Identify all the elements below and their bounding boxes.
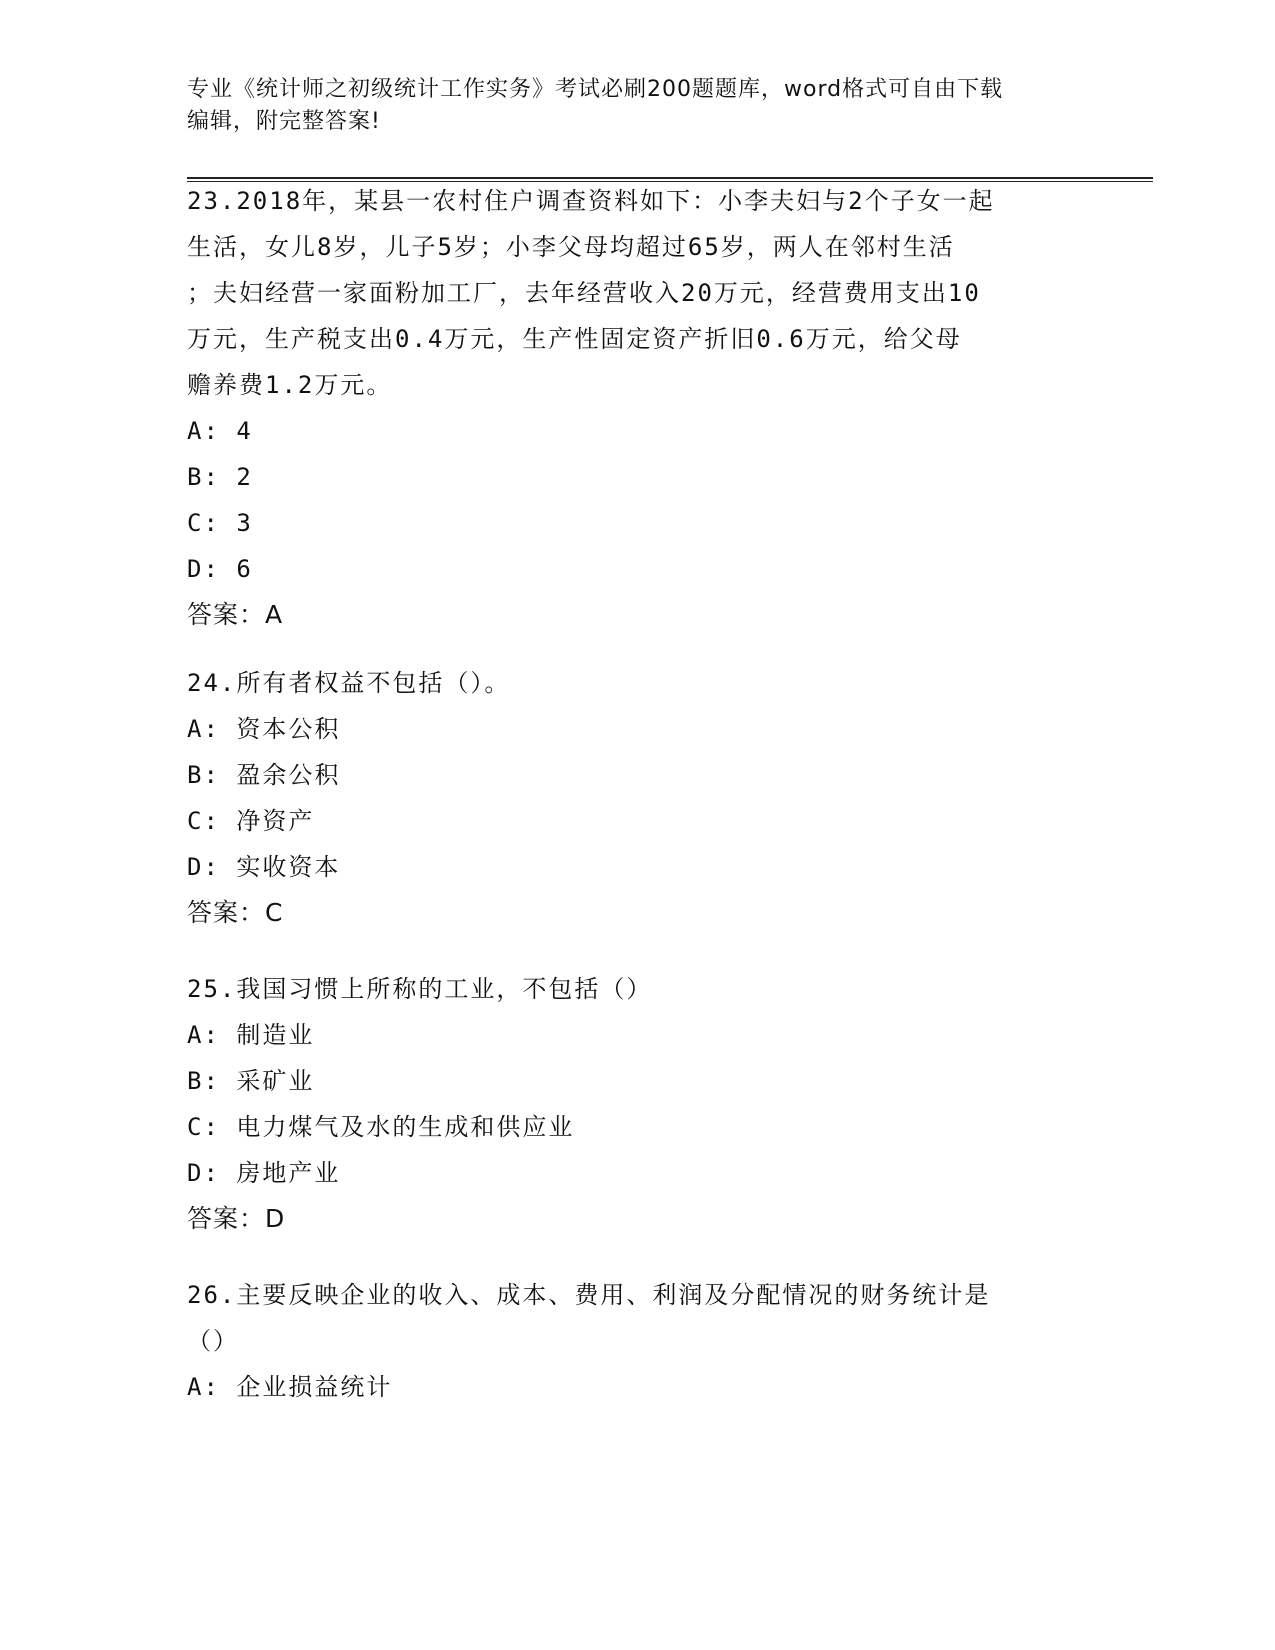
header-line-1: 专业《统计师之初级统计工作实务》考试必刷200题题库，word格式可自由下载 xyxy=(187,77,1004,102)
question-26 xyxy=(187,1272,1087,1410)
question-stem-line: 生活，女儿8岁，儿子5岁；小李父母均超过65岁，两人在邻村生活 xyxy=(187,233,955,261)
option-a: A: 资本公积 xyxy=(187,715,341,743)
answer-line: 答案：A xyxy=(187,600,284,629)
option-a: A: 企业损益统计 xyxy=(187,1373,393,1401)
option-d: D: 实收资本 xyxy=(187,853,341,881)
answer-line: 答案：C xyxy=(187,898,284,927)
question-25 xyxy=(187,966,1087,1242)
option-b: B: 2 xyxy=(187,463,253,491)
option-c: C: 电力煤气及水的生成和供应业 xyxy=(187,1113,575,1141)
option-d: D: 6 xyxy=(187,555,253,583)
header-line-2: 编辑，附完整答案! xyxy=(187,109,381,134)
question-stem-line: 23.2018年，某县一农村住户调查资料如下：小李夫妇与2个子女一起 xyxy=(187,187,995,215)
option-b: B: 采矿业 xyxy=(187,1067,315,1095)
answer-line: 答案：D xyxy=(187,1204,286,1233)
document-header xyxy=(187,74,1087,138)
option-b: B: 盈余公积 xyxy=(187,761,341,789)
question-stem-line: 赡养费1.2万元。 xyxy=(187,371,393,399)
question-24 xyxy=(187,660,1087,936)
question-stem-line: 25.我国习惯上所称的工业，不包括（） xyxy=(187,975,653,1003)
option-a: A: 制造业 xyxy=(187,1021,315,1049)
option-d: D: 房地产业 xyxy=(187,1159,341,1187)
question-stem-line: 26.主要反映企业的收入、成本、费用、利润及分配情况的财务统计是 xyxy=(187,1281,991,1309)
question-stem-line: （） xyxy=(187,1327,239,1355)
option-c: C: 净资产 xyxy=(187,807,315,835)
question-stem-line: 万元，生产税支出0.4万元，生产性固定资产折旧0.6万元，给父母 xyxy=(187,325,962,353)
question-stem-line: 24.所有者权益不包括（）。 xyxy=(187,669,511,697)
question-stem-line: ；夫妇经营一家面粉加工厂，去年经营收入20万元，经营费用支出10 xyxy=(187,279,981,307)
option-a: A: 4 xyxy=(187,417,253,445)
question-23 xyxy=(187,178,1087,638)
option-c: C: 3 xyxy=(187,509,253,537)
